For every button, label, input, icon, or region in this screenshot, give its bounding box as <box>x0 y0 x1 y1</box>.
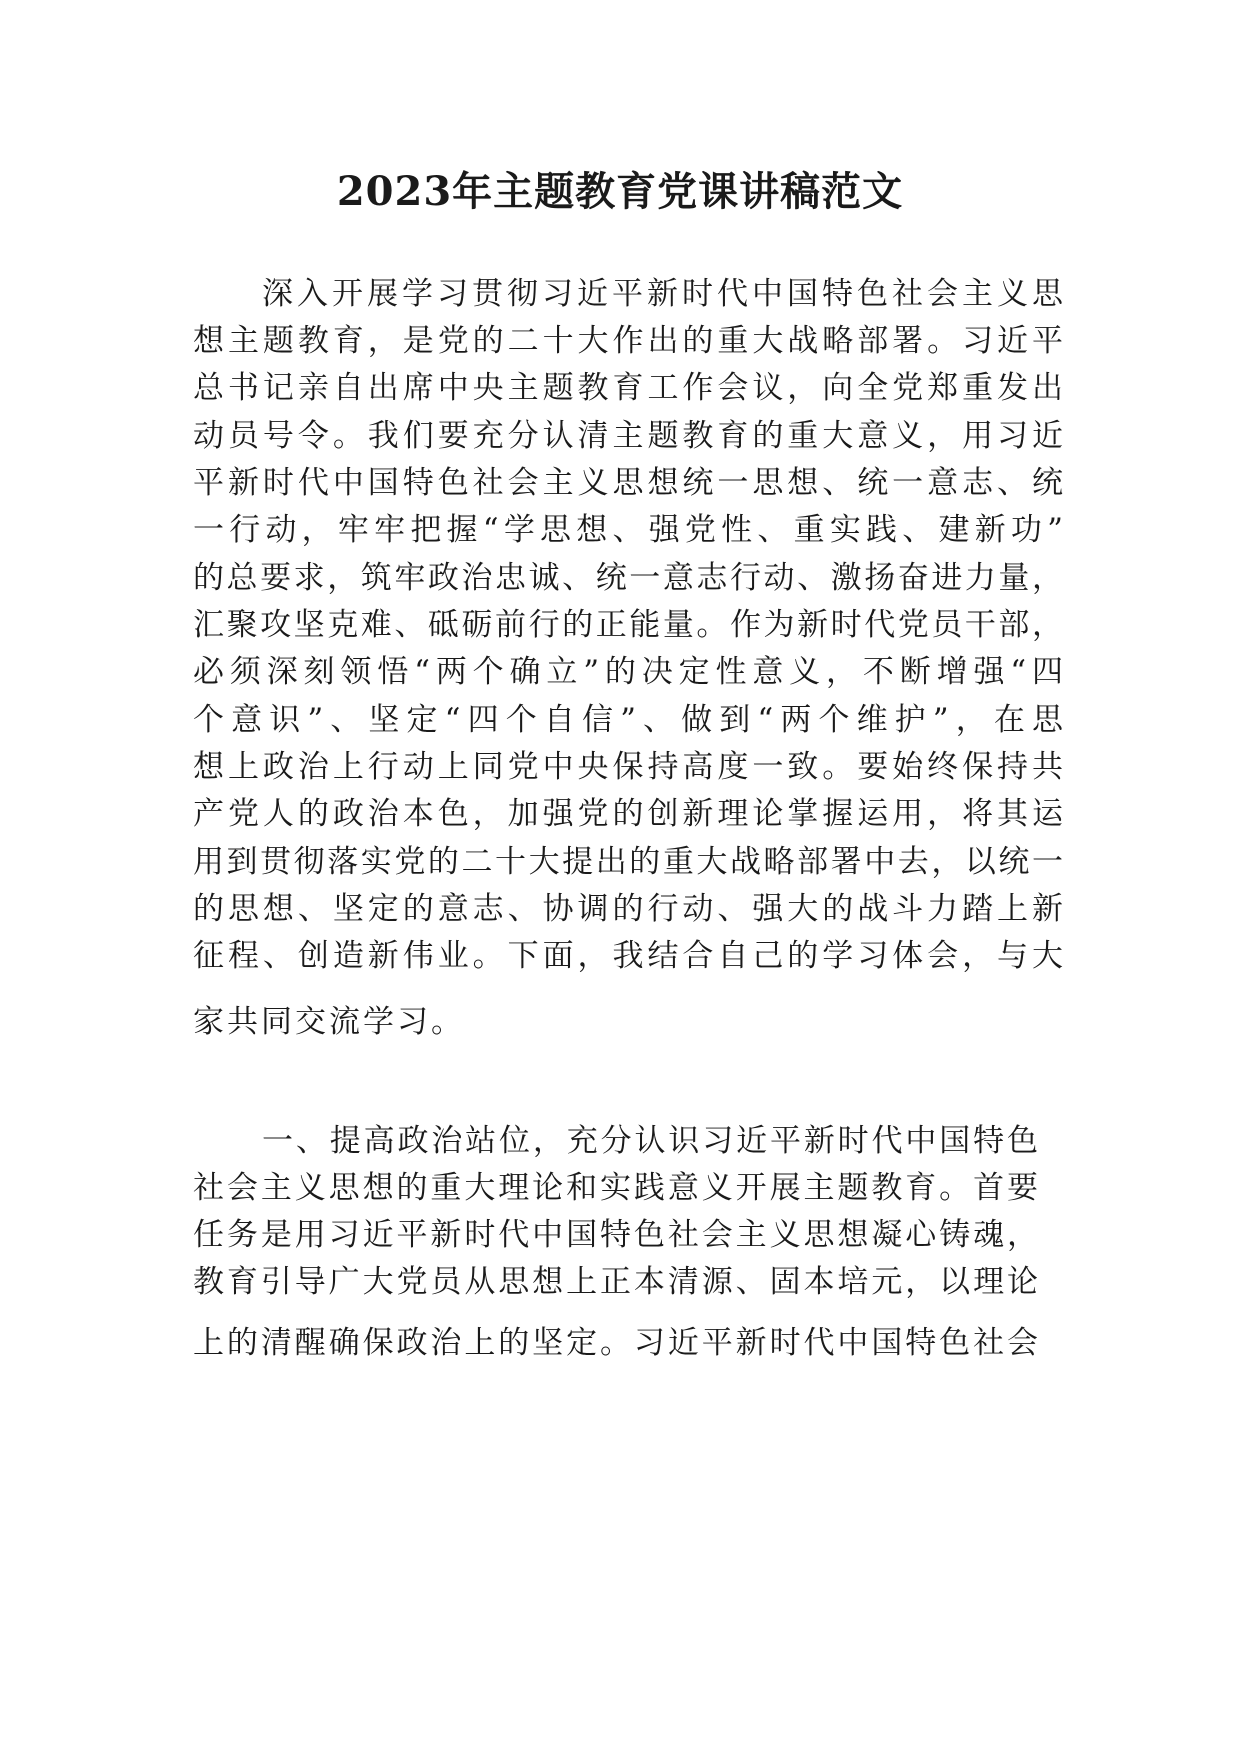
paragraph-1-line-5: 平新时代中国特色社会主义思想统一思想、统一意志、统 <box>193 465 1063 501</box>
paragraph-1-line-7: 的总要求，筑牢政治忠诚、统一意志行动、激扬奋进力量， <box>193 560 1063 596</box>
paragraph-2-line-4: 教育引导广大党员从思想上正本清源、固本培元，以理论 <box>193 1264 1038 1300</box>
paragraph-1-line-8: 汇聚攻坚克难、砥砺前行的正能量。作为新时代党员干部， <box>193 607 1063 643</box>
paragraph-2-line-2: 社会主义思想的重大理论和实践意义开展主题教育。首要 <box>193 1170 1038 1206</box>
paragraph-2-line-3: 任务是用习近平新时代中国特色社会主义思想凝心铸魂， <box>193 1217 1038 1253</box>
paragraph-2-line-1: 一、提高政治站位，充分认识习近平新时代中国特色 <box>262 1123 1038 1159</box>
paragraph-1-line-12: 产党人的政治本色，加强党的创新理论掌握运用，将其运 <box>193 796 1063 832</box>
paragraph-1-line-10: 个意识”、坚定“四个自信”、做到“两个维护”，在思 <box>193 702 1063 738</box>
paragraph-1-line-2: 想主题教育，是党的二十大作出的重大战略部署。习近平 <box>193 323 1063 359</box>
paragraph-1-line-14: 的思想、坚定的意志、协调的行动、强大的战斗力踏上新 <box>193 891 1063 927</box>
paragraph-1-line-9: 必须深刻领悟“两个确立”的决定性意义，不断增强“四 <box>193 654 1063 690</box>
paragraph-1-line-15: 征程、创造新伟业。下面，我结合自己的学习体会，与大 <box>193 938 1063 974</box>
paragraph-1-line-13: 用到贯彻落实党的二十大提出的重大战略部署中去，以统一 <box>193 844 1063 880</box>
paragraph-1-line-3: 总书记亲自出席中央主题教育工作会议，向全党郑重发出 <box>193 370 1063 406</box>
paragraph-1-line-16: 家共同交流学习。 <box>193 1004 465 1040</box>
paragraph-1-line-6: 一行动，牢牢把握“学思想、强党性、重实践、建新功” <box>193 512 1063 548</box>
document-title: 2023年主题教育党课讲稿范文 <box>336 168 904 215</box>
paragraph-1-line-1: 深入开展学习贯彻习近平新时代中国特色社会主义思 <box>262 276 1063 312</box>
paragraph-1-line-11: 想上政治上行动上同党中央保持高度一致。要始终保持共 <box>193 749 1063 785</box>
paragraph-1-line-4: 动员号令。我们要充分认清主题教育的重大意义，用习近 <box>193 418 1063 454</box>
paragraph-2-line-5: 上的清醒确保政治上的坚定。习近平新时代中国特色社会 <box>193 1325 1038 1361</box>
